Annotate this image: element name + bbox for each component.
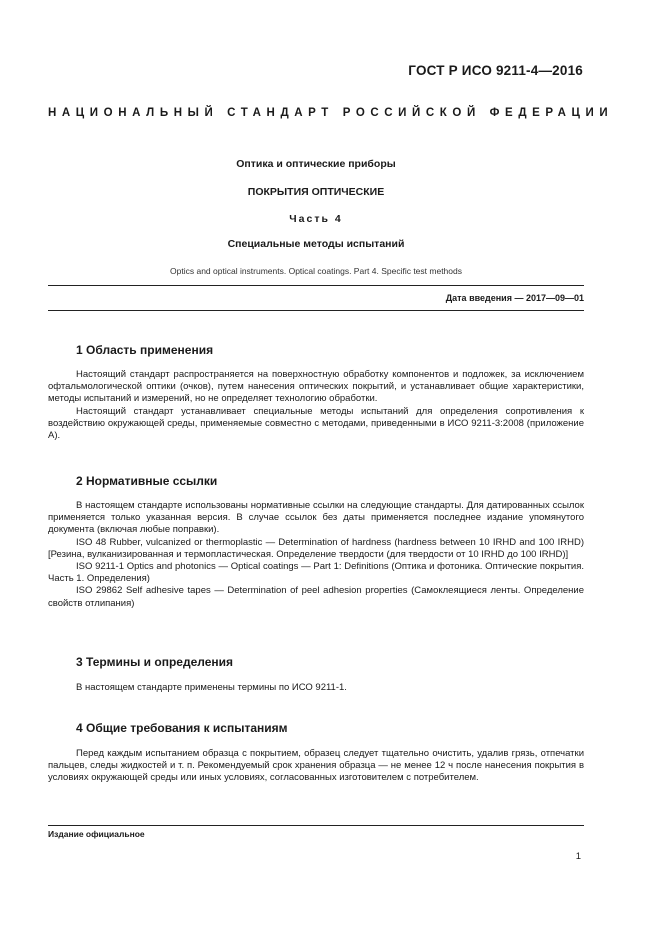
reference-item: ISO 9211-1 Optics and photonics — Optical coatings — Part 1: Definitions (Оптика и фотоника. Оптические покрытия. Часть 1. Определения) (48, 561, 584, 585)
section-heading-scope: 1 Область применения (76, 343, 214, 357)
paragraph: Настоящий стандарт распространяется на поверхностную обработку компонентов и подложек, за исключением офтальмологической оптики (очков), путем нанесения оптических покрытий, и устанавливает общие характеристики, методы испытаний и измерений, но не определяет технологию обработки. (48, 369, 584, 405)
title-line-4: Специальные методы испытаний (227, 238, 405, 250)
english-title: Optics and optical instruments. Optical coatings. Part 4. Specific test methods (170, 266, 462, 276)
section-body-scope (48, 369, 584, 442)
section-heading-references: 2 Нормативные ссылки (76, 474, 218, 488)
page-number: 1 (575, 851, 581, 862)
title-line-1: Оптика и оптические приборы (236, 158, 396, 170)
reference-item: ISO 29862 Self adhesive tapes — Determination of peel adhesion properties (Самоклеящиеся ленты. Определение свойств отлипания) (48, 585, 584, 609)
title-line-2: ПОКРЫТИЯ ОПТИЧЕСКИЕ (247, 186, 385, 198)
footer-divider (48, 825, 584, 826)
paragraph: В настоящем стандарте использованы нормативные ссылки на следующие стандарты. Для датированных ссылок применяется только указанная версия. В случае ссылок без даты применяется последнее издание упомянутого документа (включая любые поправки). (48, 500, 584, 536)
divider-bottom (48, 310, 584, 311)
title-part: Часть 4 (289, 213, 343, 225)
paragraph: В настоящем стандарте применены термины по ИСО 9211-1. (76, 682, 347, 693)
section-body-terms (48, 682, 584, 694)
document-code: ГОСТ Р ИСО 9211-4—2016 (408, 63, 583, 78)
paragraph: Настоящий стандарт устанавливает специальные методы испытаний для определения сопротивления к воздействию окружающей среды, применяемые совместно с методами, приведенными в ИСО 9211-3:2008 (приложение А). (48, 405, 584, 442)
edition-note: Издание официальное (48, 829, 145, 839)
reference-item: ISO 48 Rubber, vulcanized or thermoplastic — Determination of hardness (hardness between 10 IRHD and 100 IRHD) [Резина, вулканизированная и термопластическая. Определение твердости (для твердости от 10 IRHD до 100 IRHD)] (48, 536, 584, 560)
section-body-references (48, 500, 584, 610)
national-standard-title: НАЦИОНАЛЬНЫЙ СТАНДАРТ РОССИЙСКОЙ ФЕДЕРАЦИИ (48, 107, 614, 119)
introduction-date: Дата введения — 2017—09—01 (445, 293, 584, 303)
section-heading-general-requirements: 4 Общие требования к испытаниям (76, 721, 288, 735)
section-body-general-requirements (48, 748, 584, 785)
paragraph: Перед каждым испытанием образца с покрытием, образец следует тщательно очистить, удалив грязь, отпечатки пальцев, следы жидкостей и т. п. Рекомендуемый срок хранения образца — не менее 12 ч после нанесения покрытия в условиях окружающей среды или иных условиях, согласованных изготовителем с потребителем. (48, 748, 584, 784)
divider-top (48, 285, 584, 286)
section-heading-terms: 3 Термины и определения (76, 655, 234, 669)
